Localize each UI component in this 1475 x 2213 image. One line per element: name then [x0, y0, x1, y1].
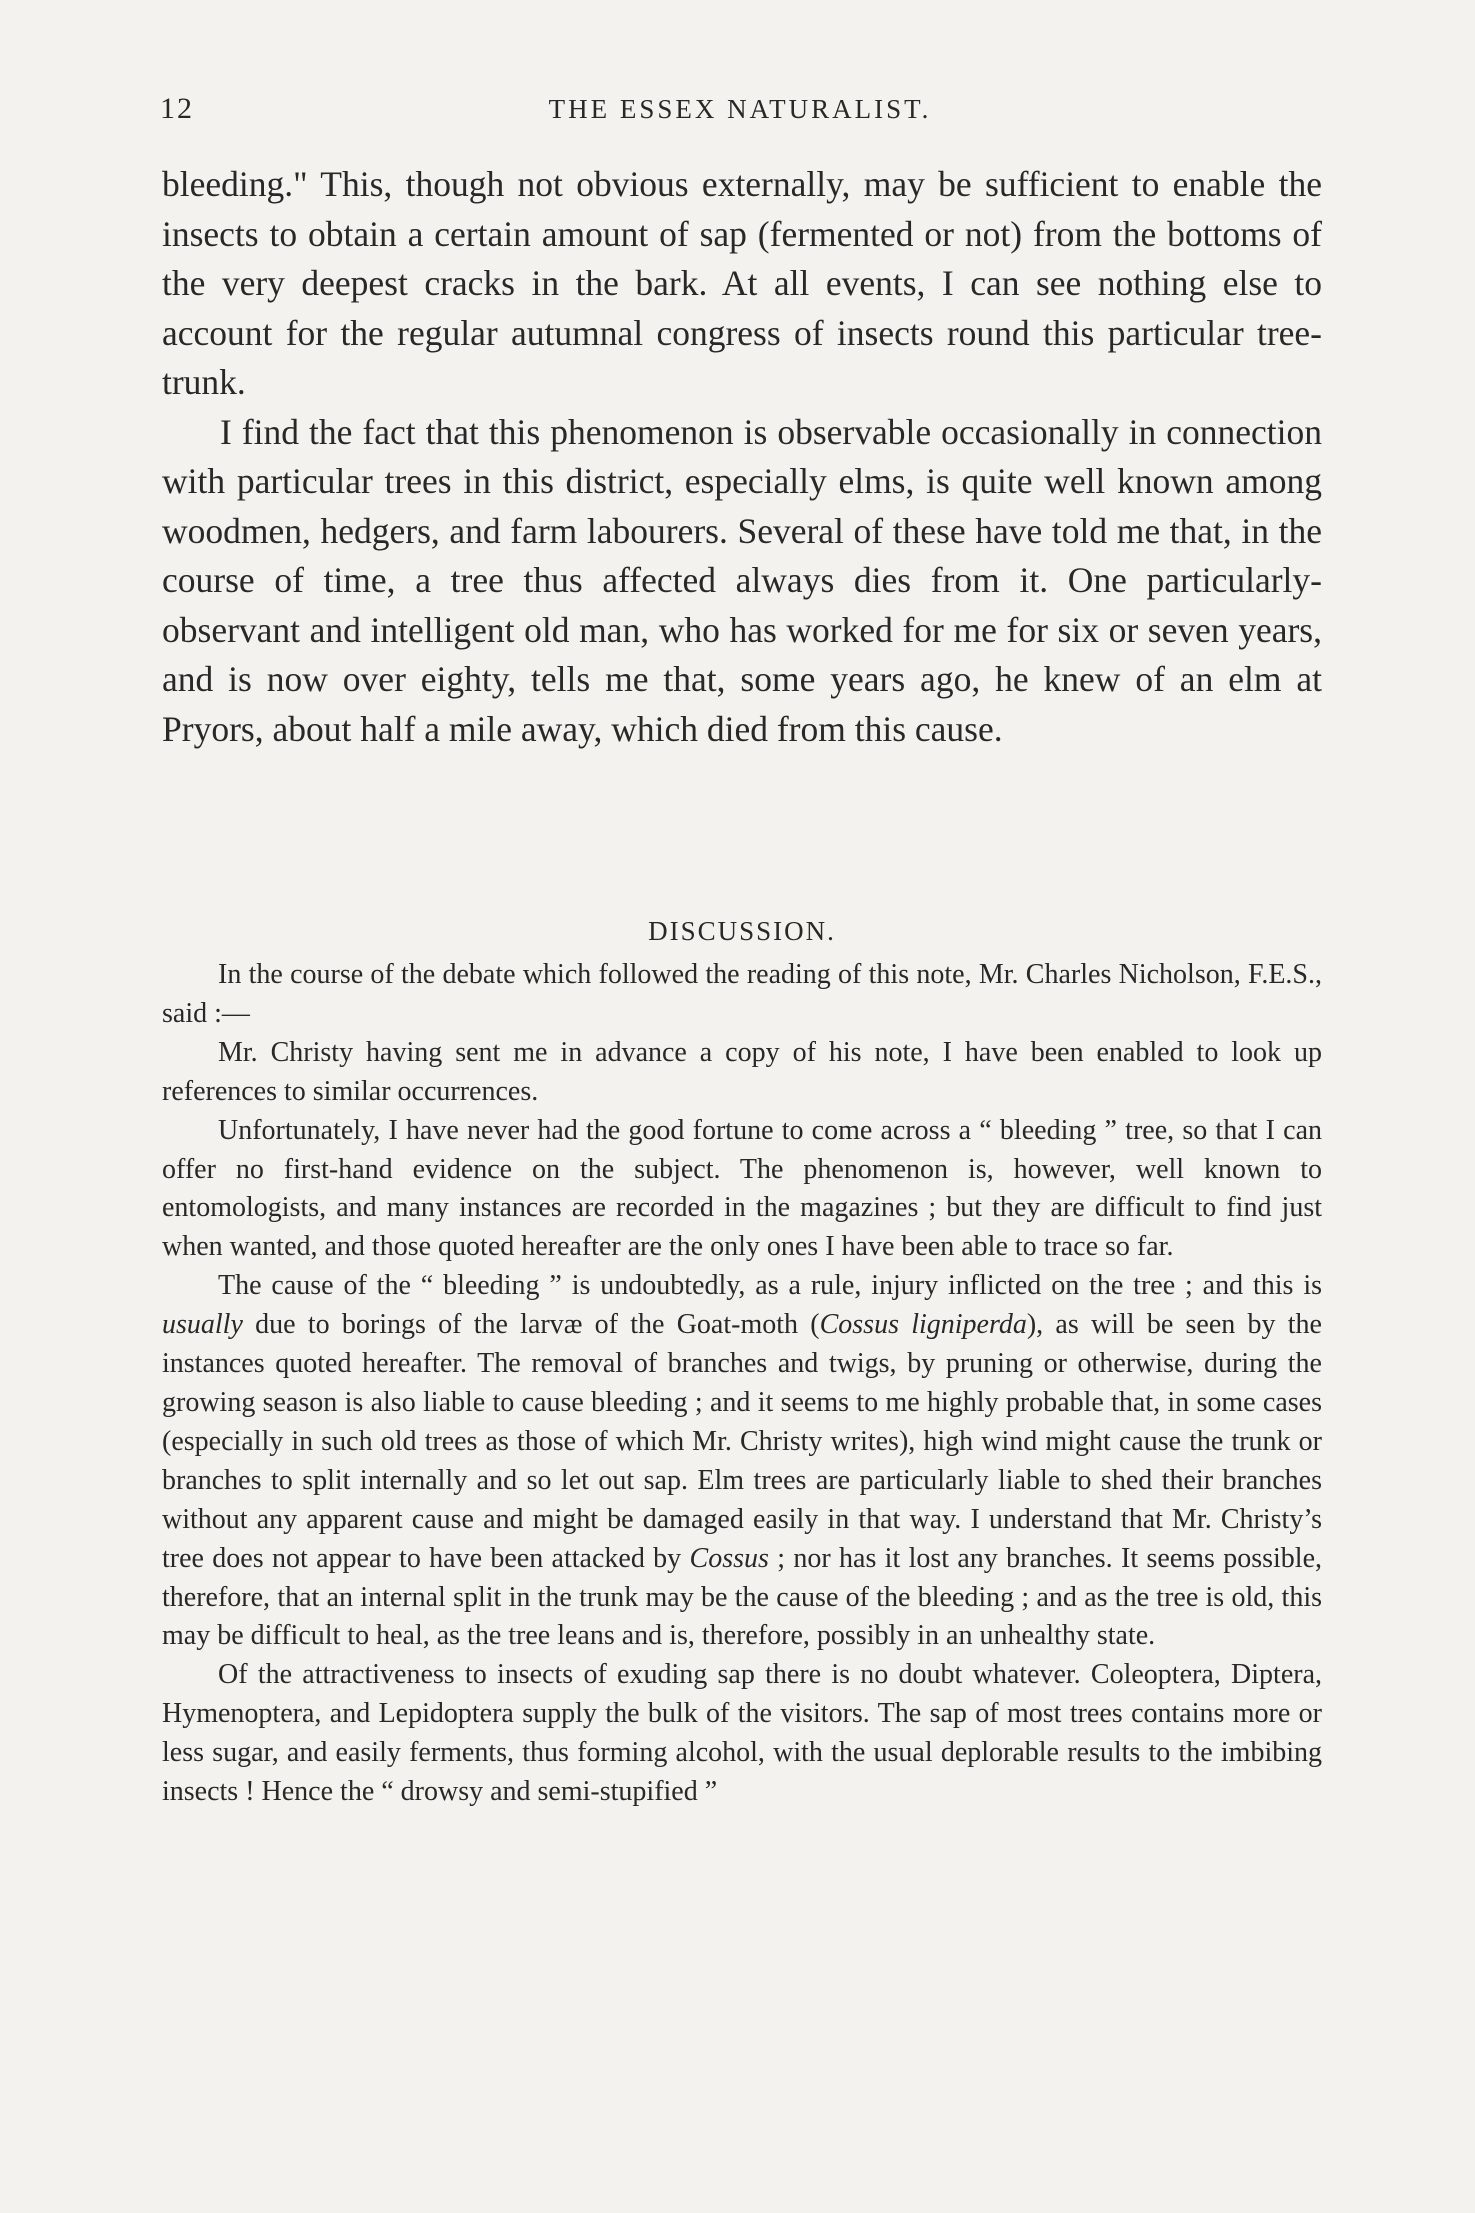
- journal-title: THE ESSEX NATURALIST.: [548, 94, 932, 124]
- article-paragraph-2: I find the fact that this phenomenon is observable occasionally in connection with particular trees in this district, especially elms, is quite well known among woodmen, hedgers, and farm labourers. Several of these have told me that, in the course of time, a tree thus affected always dies from it. One particularly-observant and intelligent old man, who has worked for me for six or seven years, and is now over eighty, tells me that, some years ago, he knew of an elm at Pryors, about half a mile away, which died from this cause.: [162, 411, 1322, 749]
- page-number: 12: [160, 92, 194, 125]
- text-run: ), as will be seen by the instances quoted hereafter. The removal of branches and twigs, by pruning or otherwise, during the growing season is also liable to cause bleeding ; and it seems to me highly probable that, in some cases (especially in such old trees as those of which Mr. Christy writes), high wind might cause the trunk or branches to split internally and so let out sap. Elm trees are particularly liable to shed their branches without any apparent cause and might be damaged easily in that way. I understand that Mr. Christy’s tree does not appear to have been attacked by: [162, 1309, 1322, 1574]
- discussion-intro: In the course of the debate which followed the reading of this note, Mr. Charles Nicholson, F.E.S., said :—: [162, 959, 1322, 1029]
- article-body: [162, 160, 1322, 754]
- text-run: due to borings of the larvæ of the Goat-moth (: [242, 1309, 820, 1341]
- text-run: ; nor has it lost any branches. It seems possible, therefore, that an internal split in the trunk may be the cause of the bleeding ; and as the tree is old, this may be difficult to heal, as the tree leans and is, therefore, possibly in an unhealthy state.: [162, 1542, 1322, 1652]
- emphasis-usually: usually: [162, 1309, 243, 1341]
- genus-name-cossus: Cossus: [689, 1542, 769, 1574]
- article-paragraph-1: bleeding." This, though not obvious externally, may be sufficient to enable the insects to obtain a certain amount of sap (fermented or not) from the bottoms of the very deepest cracks in the bark. At all events, I can see nothing else to account for the regular autumnal congress of insects round this particular tree-trunk.: [162, 164, 1322, 402]
- discussion-paragraph-4: Of the attractiveness to insects of exuding sap there is no doubt whatever. Coleoptera, Diptera, Hymenoptera, and Lepidoptera supply the bulk of the visitors. The sap of most trees contains more or less sugar, and easily ferments, thus forming alcohol, with the usual deplorable results to the imbibing insects ! Hence the “ drowsy and semi-stupified ”: [162, 1659, 1322, 1808]
- discussion-paragraph-2: Unfortunately, I have never had the good fortune to come across a “ bleeding ” tree, so that I can offer no first-hand evidence on the subject. The phenomenon is, however, well known to entomologists, and many instances are recorded in the magazines ; but they are difficult to find just when wanted, and those quoted hereafter are the only ones I have been able to trace so far.: [162, 1114, 1322, 1263]
- running-head: [160, 92, 1320, 132]
- discussion-paragraph-1: Mr. Christy having sent me in advance a copy of his note, I have been enabled to look up references to similar occurrences.: [162, 1036, 1322, 1107]
- species-name-cossus-ligniperda: Cossus ligniperda: [819, 1309, 1027, 1341]
- discussion-heading: DISCUSSION.: [648, 916, 836, 946]
- text-run: The cause of the “ bleeding ” is undoubtedly, as a rule, injury inflicted on the tree ; and this is: [218, 1270, 1322, 1302]
- discussion-body: [162, 956, 1322, 1812]
- discussion-paragraph-3: [162, 1267, 1322, 1656]
